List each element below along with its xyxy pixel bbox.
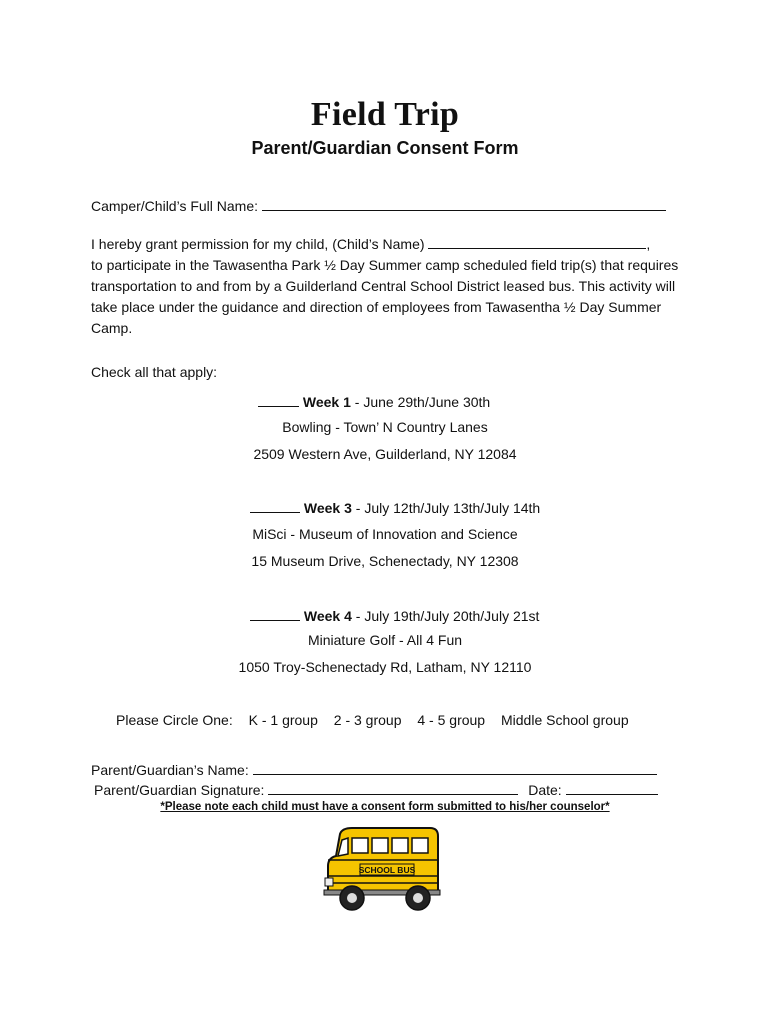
week-1-option [258, 392, 490, 410]
guardian-signature-label: Parent/Guardian Signature: [94, 782, 265, 798]
guardian-name-label: Parent/Guardian’s Name: [91, 762, 249, 778]
week-4-label: Week 4 [303, 608, 352, 624]
signature-row [94, 780, 658, 798]
permission-body: to participate in the Tawasentha Park ½ Day Summer camp scheduled field trip(s) that requires transportation to and from by a Guilderland Central School District leased bus. This activity will take place under the guidance and direction of employees from Tawasentha ½ Day Summer Camp. [91, 257, 679, 336]
check-all-label: Check all that apply: [91, 364, 218, 380]
date-blank[interactable] [566, 780, 658, 795]
camper-name-label: Camper/Child’s Full Name: [91, 198, 259, 214]
week-3-label: Week 3 [303, 500, 352, 516]
week-3-checkbox-blank[interactable] [250, 498, 300, 513]
group-option-middle-school[interactable]: Middle School group [500, 712, 629, 728]
permission-paragraph: I hereby grant permission for my child, (Child’s Name) , to participate in the Tawasentha Park ½ Day Summer camp scheduled field trip(s) that requires transportation to and from by a Guilderland Central School District leased bus. This activity will take place under the guidance and direction of employees from Tawasentha ½ Day Summer Camp. [91, 234, 691, 339]
week-4-dates: - July 19th/July 20th/July 21st [351, 608, 540, 624]
consent-note: *Please note each child must have a consent form submitted to his/her counselor* [160, 801, 610, 813]
group-selection-row [116, 712, 641, 728]
date-label: Date: [528, 782, 562, 798]
page-title: Field Trip [310, 96, 460, 133]
week-4-checkbox-blank[interactable] [250, 606, 300, 621]
week-3-address: 15 Museum Drive, Schenectady, NY 12308 [251, 553, 519, 569]
week-1-checkbox-blank[interactable] [258, 392, 299, 407]
week-3-place: MiSci - Museum of Innovation and Science [252, 526, 518, 542]
form-subtitle: Parent/Guardian Consent Form [251, 138, 519, 158]
circle-one-label: Please Circle One: [116, 712, 233, 728]
week-1-address: 2509 Western Ave, Guilderland, NY 12084 [253, 446, 517, 462]
group-option-23[interactable]: 2 - 3 group [333, 712, 402, 728]
camper-name-row [91, 196, 666, 214]
week-4-address: 1050 Troy-Schenectady Rd, Latham, NY 12110 [238, 659, 532, 675]
school-bus-image [322, 826, 444, 914]
week-4-option [250, 606, 539, 624]
week-1-place: Bowling - Town’ N Country Lanes [282, 419, 488, 435]
guardian-signature-blank[interactable] [268, 780, 518, 795]
guardian-name-row [91, 760, 657, 778]
week-1-dates: - June 29th/June 30th [350, 394, 491, 410]
week-3-dates: - July 12th/July 13th/July 14th [351, 500, 541, 516]
week-4-place: Miniature Golf - All 4 Fun [307, 632, 463, 648]
child-name-blank[interactable] [428, 234, 646, 249]
permission-line-1: I hereby grant permission for my child, (Child’s Name) [91, 236, 425, 252]
week-3-option [250, 498, 540, 516]
camper-name-blank[interactable] [262, 196, 666, 211]
bus-sign-label: SCHOOL BUS [358, 865, 416, 875]
week-1-label: Week 1 [302, 394, 351, 410]
group-option-45[interactable]: 4 - 5 group [417, 712, 486, 728]
guardian-name-blank[interactable] [253, 760, 657, 775]
group-option-k1[interactable]: K - 1 group [248, 712, 318, 728]
